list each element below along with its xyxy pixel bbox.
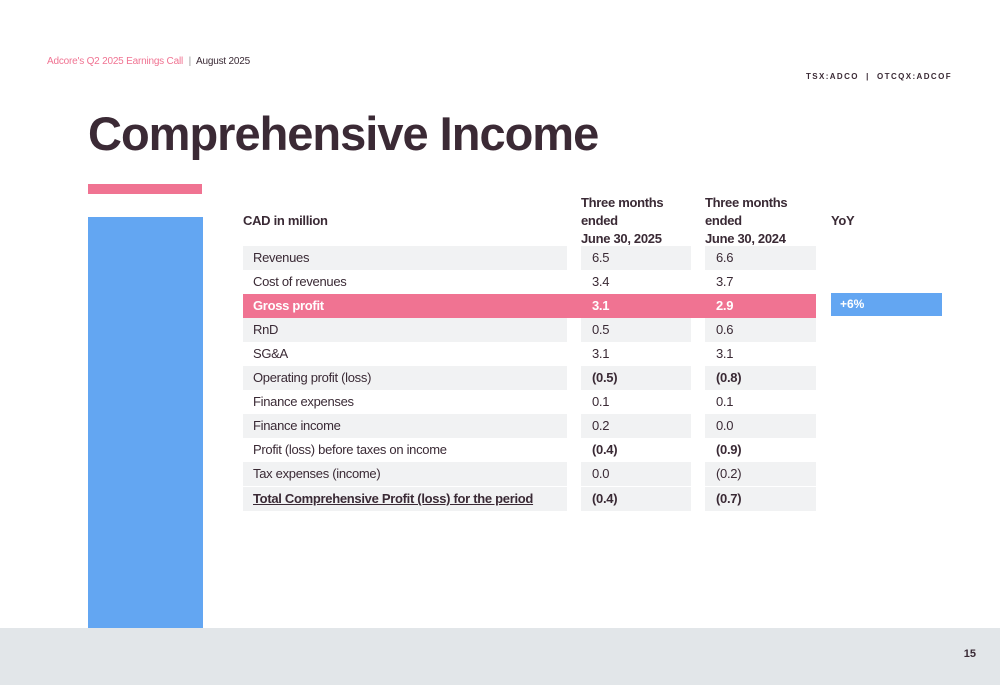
- page-title: Comprehensive Income: [88, 107, 599, 160]
- row-value-2025: 0.5: [581, 318, 691, 342]
- row-label: Total Comprehensive Profit (loss) for the period: [243, 487, 567, 511]
- event-name: Adcore's Q2 2025 Earnings Call: [47, 56, 183, 67]
- table-row-operating-profit: [243, 366, 816, 390]
- row-label: Gross profit: [253, 298, 324, 313]
- column-header-q2-2025-line2: June 30, 2025: [581, 231, 662, 246]
- pink-accent-bar: [88, 184, 202, 194]
- table-row-gross-profit: [243, 294, 816, 318]
- table-row-profit-before-taxes: [243, 438, 816, 462]
- row-label: Finance expenses: [253, 394, 354, 409]
- ticker-symbols: TSX:ADCO | OTCQX:ADCOF: [805, 72, 952, 81]
- row-label: Finance income: [243, 414, 567, 438]
- row-label: Revenues: [243, 246, 567, 270]
- row-value-2024: 6.6: [705, 246, 816, 270]
- row-value-2025: (0.5): [581, 366, 691, 390]
- row-value-2024: (0.2): [705, 462, 816, 486]
- row-value-2024: (0.7): [705, 487, 816, 511]
- table-row-cost-of-revenues: [243, 270, 816, 294]
- row-value-2024: 0.6: [705, 318, 816, 342]
- page-number: 15: [963, 648, 976, 660]
- row-value-2024: (0.9): [716, 442, 742, 457]
- row-value-2025: 0.2: [581, 414, 691, 438]
- row-value-2025: 3.1: [592, 346, 610, 361]
- table-row-revenues: [243, 246, 816, 270]
- column-header-yoy: YoY: [831, 213, 855, 228]
- footer-band: [0, 628, 1000, 685]
- row-value-2024: 0.1: [716, 394, 734, 409]
- row-value-2025: 3.1: [592, 298, 610, 313]
- column-header-q2-2024-line1: Three months ended: [705, 195, 788, 228]
- row-value-2024: 3.7: [716, 274, 734, 289]
- header-separator: |: [188, 56, 191, 67]
- row-label: Tax expenses (income): [243, 462, 567, 486]
- table-row-finance-expenses: [243, 390, 816, 414]
- column-header-q2-2025-line1: Three months ended: [581, 195, 664, 228]
- column-header-unit: CAD in million: [243, 213, 328, 228]
- row-label: RnD: [243, 318, 567, 342]
- row-label: Operating profit (loss): [243, 366, 567, 390]
- column-header-q2-2024: [705, 194, 825, 248]
- row-value-2025: (0.4): [592, 442, 618, 457]
- table-row-finance-income: [243, 414, 816, 438]
- event-date: August 2025: [196, 56, 250, 67]
- row-value-2024: 0.0: [705, 414, 816, 438]
- table-row-sga: [243, 342, 816, 366]
- yoy-badge: +6%: [831, 293, 942, 316]
- row-label: Profit (loss) before taxes on income: [253, 442, 447, 457]
- column-header-q2-2024-line2: June 30, 2024: [705, 231, 786, 246]
- table-row-tax-expenses: [243, 462, 816, 486]
- row-value-2025: 0.0: [581, 462, 691, 486]
- row-value-2024: (0.8): [705, 366, 816, 390]
- table-row-total-comprehensive: [243, 487, 816, 511]
- row-label: SG&A: [253, 346, 288, 361]
- row-value-2025: 3.4: [592, 274, 610, 289]
- row-value-2025: 0.1: [592, 394, 610, 409]
- table-row-rnd: [243, 318, 816, 342]
- row-value-2024: 2.9: [716, 298, 734, 313]
- row-value-2025: (0.4): [581, 487, 691, 511]
- column-header-q2-2025: [581, 194, 701, 248]
- row-value-2025: 6.5: [581, 246, 691, 270]
- slide-header-meta: [47, 56, 250, 67]
- row-value-2024: 3.1: [716, 346, 734, 361]
- blue-accent-bar: [88, 217, 203, 628]
- row-label: Cost of revenues: [253, 274, 347, 289]
